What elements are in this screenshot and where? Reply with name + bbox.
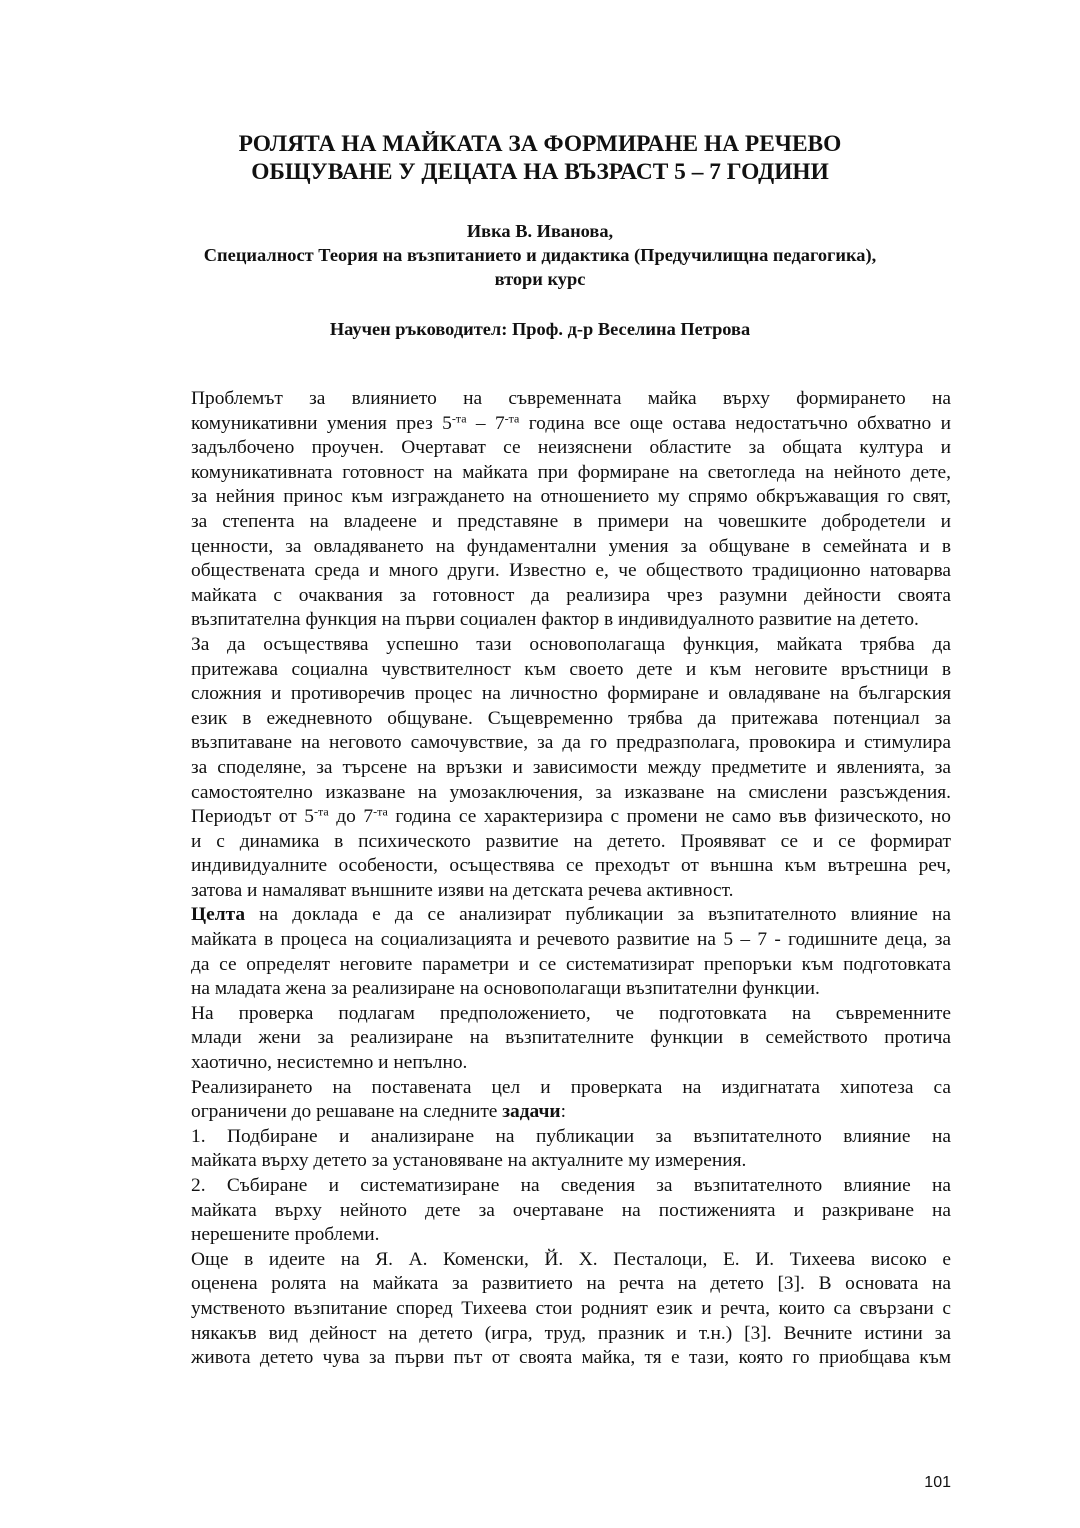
- text-line: оценена ролята на майката за развитието на речта на детето [3]. В основата на: [191, 1273, 951, 1295]
- advisor-text: Научен ръководител: Проф. д-р Веселина Петрова: [329, 319, 751, 339]
- title-line: ОБЩУВАНЕ У ДЕЦАТА НА ВЪЗРАСТ 5 – 7 ГОДИНИ: [251, 159, 829, 185]
- paper-body: [129, 387, 951, 1371]
- paragraph: [129, 1125, 951, 1174]
- superscript: -та: [451, 411, 467, 425]
- superscript: -та: [504, 411, 520, 425]
- text-line: [129, 903, 951, 928]
- text-line: На проверка подлагам предположението, че подготовката на съвременните: [191, 1002, 951, 1024]
- text-line: за нейния принос към изграждането на отношението му спрямо обкръжаващия го свят,: [191, 486, 951, 508]
- text-line: [129, 412, 951, 437]
- text-line: хаотично, несистемно и непълно.: [191, 1052, 468, 1074]
- text-line: За да осъществява успешно тази основополагаща функция, майката трябва да: [191, 633, 951, 655]
- text-line: обществената среда и много други. Известно е, че обществото традиционно натоварва: [191, 560, 951, 582]
- text-run: комуникативни умения през 5: [191, 412, 452, 434]
- text-line: [129, 1100, 951, 1125]
- text-line: на младата жена за реализиране на основополагащи възпитателни функции.: [191, 978, 820, 1000]
- author-course: втори курс: [494, 269, 586, 289]
- advisor-line: [129, 317, 951, 341]
- text-line: нерешените проблеми.: [191, 1224, 380, 1246]
- author-specialty: Специалност Теория на възпитанието и дидактика (Предучилищна педагогика),: [203, 245, 877, 265]
- paragraph: [129, 1076, 951, 1125]
- text-line: за споделяне, за търсене на връзки и зависимости между предметите и явленията, за: [191, 756, 951, 778]
- author-name: Ивка В. Иванова,: [466, 221, 614, 241]
- text-run: – 7: [466, 412, 505, 434]
- text-line: и с динамика в психическото развитие на детето. Проявяват се и се формират: [191, 830, 951, 852]
- text-line: някакъв вид дейност на детето (игра, труд, празник и т.н.) [3]. Вечните истини за: [191, 1322, 951, 1344]
- text-run: година се характеризира с промени не само във физическото, но: [387, 806, 951, 828]
- text-line: сложния и противоречив процес на личностно формиране и овладяване на българския: [191, 683, 951, 705]
- text-line: умственото възпитание според Тихеева стои родният език и речта, които са свързани с: [191, 1297, 951, 1319]
- text-line: [129, 805, 951, 830]
- text-line: ценности, за овладяването на фундаментални умения за общуване в семейната и в: [191, 535, 951, 557]
- text-line: затова и намаляват външните изяви на детската речева активност.: [191, 879, 734, 901]
- text-line: майката върху нейното дете за очертаване на постиженията и разкриване на: [191, 1199, 951, 1221]
- text-line: млади жени за реализиране на възпитателните функции в семейството протича: [191, 1027, 951, 1049]
- paragraph: [129, 633, 951, 904]
- text-line: възпитателна функция на първи социален фактор в индивидуалното развитие на детето.: [191, 609, 919, 631]
- text-line: Още в идеите на Я. А. Коменски, Й. Х. Песталоци, Е. И. Тихеева високо е: [191, 1248, 951, 1270]
- text-line: за степента на владеене и представяне в примери на човешките добродетели и: [191, 510, 951, 532]
- text-line: Проблемът за влиянието на съвременната майка върху формирането на: [191, 388, 951, 409]
- paragraph: [129, 1174, 951, 1248]
- text-line: живота детето чува за първи път от своята майка, тя е тази, която го приобщава към: [191, 1347, 951, 1369]
- text-line: 2. Събиране и систематизиране на сведения за възпитателното влияние на: [191, 1175, 951, 1196]
- text-run: :: [560, 1101, 566, 1123]
- page-number: 101: [924, 1474, 951, 1491]
- text-run: ограничени до решаване на следните: [191, 1101, 503, 1123]
- text-run: Периодът от 5: [191, 806, 314, 828]
- text-line: комуникативната готовност на майката при формиране на светогледа на нейното дете,: [191, 461, 951, 483]
- text-line: притежава социална чувствителност към своето дете и към неговите връстници в: [191, 658, 951, 680]
- superscript: -та: [373, 804, 388, 819]
- title-line: РОЛЯТА НА МАЙКАТА ЗА ФОРМИРАНЕ НА РЕЧЕВО: [238, 131, 842, 157]
- text-line: майката в процеса на социализацията и речевото развитие на 5 – 7 - годишните деца, за: [191, 929, 951, 951]
- text-run: на доклада е да се анализират публикации за възпитателното влияние на: [245, 904, 951, 926]
- text-line: майката с очаквания за готовност да реализира чрез разумни дейности своята: [191, 584, 951, 606]
- text-line: език в ежедневното общуване. Същевременно трябва да притежава потенциал за: [191, 707, 951, 729]
- text-run: година все още остава недостатъчно обхватно и: [519, 412, 951, 434]
- bold-term: Целта: [191, 904, 246, 926]
- text-line: да се определят неговите параметри и се систематизират препоръки към подготовката: [191, 953, 951, 975]
- superscript: -та: [313, 804, 329, 819]
- paper-title: [129, 130, 951, 186]
- text-line: възпитаване на неговото самочувствие, за да го предразполага, провокира и стимулира: [191, 732, 951, 754]
- author-block: [129, 219, 951, 291]
- text-run: до 7: [328, 806, 374, 828]
- text-line: майката върху детето за установяване на актуалните му измерения.: [191, 1150, 747, 1172]
- bold-term: задачи: [502, 1101, 561, 1123]
- paragraph: [129, 387, 951, 633]
- paragraph: [129, 1002, 951, 1076]
- paragraph: [129, 1248, 951, 1371]
- text-line: самостоятелно изказване на умозаключения, за изказване на смислени разсъждения.: [191, 781, 951, 803]
- text-line: 1. Подбиране и анализиране на публикации за възпитателното влияние на: [191, 1125, 951, 1147]
- text-line: индивидуалните особености, осъществява се преходът от външна към вътрешна реч,: [191, 855, 951, 877]
- text-line: задълбочено проучен. Очертават се неизяснени областите за общата култура и: [191, 437, 951, 459]
- text-line: Реализирането на поставената цел и проверката на издигнатата хипотеза са: [191, 1076, 951, 1098]
- paragraph: [129, 903, 951, 1001]
